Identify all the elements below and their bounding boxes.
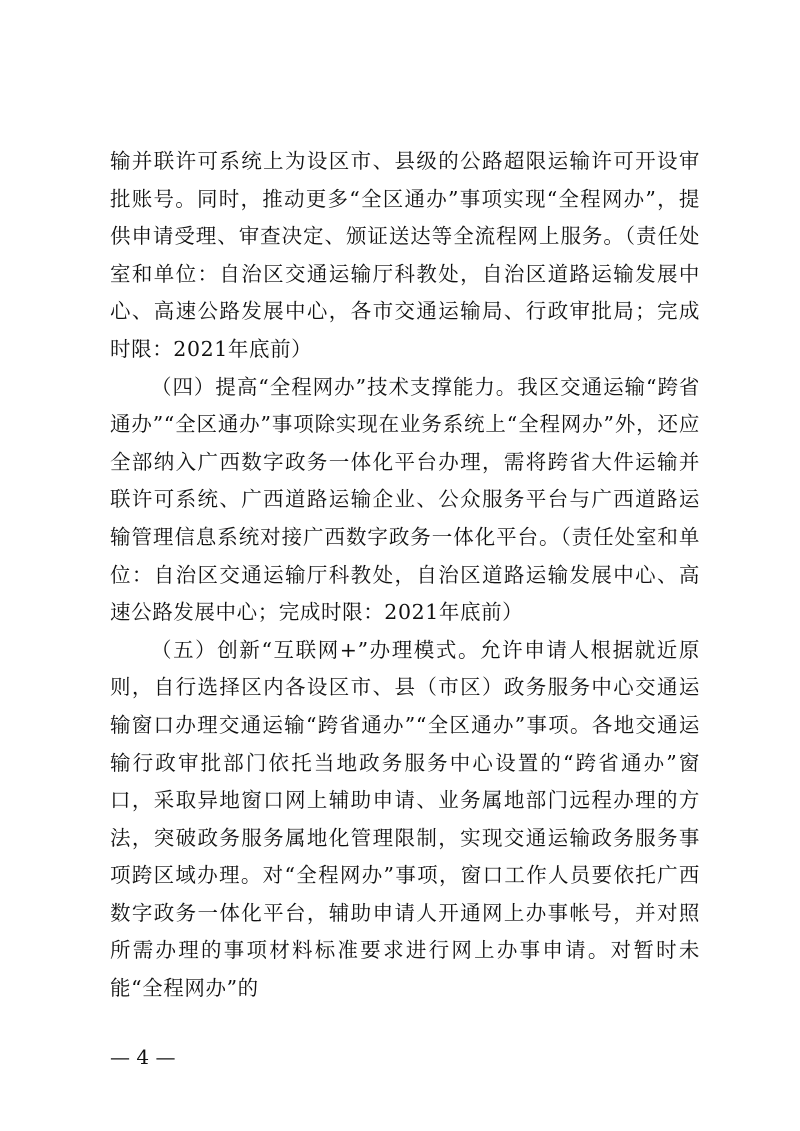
paragraph-continuation: 输并联许可系统上为设区市、县级的公路超限运输许可开设审批账号。同时，推动更多“全区通办”事项实现“全程网办”，提供申请受理、审查决定、颁证送达等全流程网上服务。（责任处室和单位：自治区交通运输厅科教处，自治区道路运输发展中心、高速公路发展中心，各市交通运输局、行政审批局；完成时限：2021年底前） (110, 149, 700, 361)
body-text (110, 143, 700, 1008)
paragraph-section-four: （四）提高“全程网办”技术支撑能力。我区交通运输“跨省通办”“全区通办”事项除实现在业务系统上“全程网办”外，还应全部纳入广西数字政务一体化平台办理，需将跨省大件运输并联许可系统、广西道路运输企业、公众服务平台与广西道路运输管理信息系统对接广西数字政务一体化平台。（责任处室和单位：自治区交通运输厅科教处，自治区道路运输发展中心、高速公路发展中心；完成时限：2021年底前） (110, 374, 700, 625)
page-number: — 4 — (110, 1045, 176, 1069)
paragraph-section-five: （五）创新“互联网+”办理模式。允许申请人根据就近原则，自行选择区内各设区市、县（市区）政务服务中心交通运输窗口办理交通运输“跨省通办”“全区通办”事项。各地交通运输行政审批部门依托当地政务服务中心设置的“跨省通办”窗口，采取异地窗口网上辅助申请、业务属地部门远程办理的方法，突破政务服务属地化管理限制，实现交通运输政务服务事项跨区域办理。对“全程网办”事项，窗口工作人员要依托广西数字政务一体化平台，辅助申请人开通网上办事帐号，并对照所需办理的事项材料标准要求进行网上办事申请。对暂时未能“全程网办”的 (110, 637, 700, 1001)
